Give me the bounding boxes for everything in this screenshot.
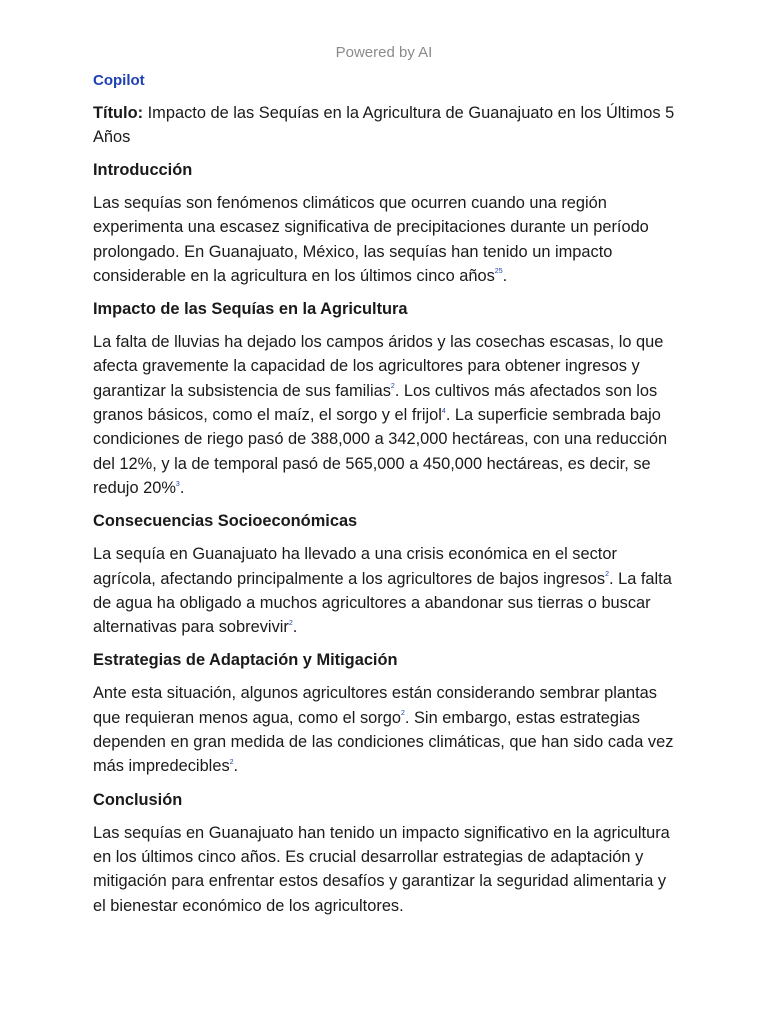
strategies-end: . <box>233 757 239 776</box>
impact-end: . <box>179 478 185 497</box>
heading-consequences: Consecuencias Socioeconómicas <box>93 512 358 531</box>
heading-introduction: Introducción <box>93 161 193 179</box>
strategies-text-2: . Sin embargo, estas estrategias dependen en gran medida de las condiciones climáticas, que han sido cada vez más impredecibles <box>93 708 674 776</box>
document-body <box>93 101 683 927</box>
heading-impact: Impacto de las Sequías en la Agricultura <box>93 300 408 319</box>
intro-text: Las sequías son fenómenos climáticos que ocurren cuando una región experimenta una escasez significativa de precipitaciones durante un período prolongado. En Guanajuato, México, las sequías han tenido un impacto considerable en la agricultura en los últimos cinco años <box>93 194 649 285</box>
impact-text-3: . La superficie sembrada bajo condiciones de riego pasó de 388,000 a 342,000 hectáreas, con una reducción del 12%, y la de temporal pasó de 565,000 a 450,000 hectáreas, es decir, se redujo 20% <box>93 406 668 497</box>
citation-link[interactable]: 2 <box>605 571 609 579</box>
strategies-text-1: Ante esta situación, algunos agricultores están considerando sembrar plantas que requieran menos agua, como el sorgo <box>93 684 657 727</box>
citation-link[interactable]: 2 <box>400 710 405 718</box>
assistant-name: Copilot <box>93 72 145 89</box>
impact-text-1: La falta de lluvias ha dejado los campos áridos y las cosechas escasas, lo que afecta gravemente la capacidad de los agricultores para obtener ingresos y garantizar la subsistencia de sus familias <box>93 333 664 400</box>
consequences-text-2: . La falta de agua ha obligado a muchos agricultores a abandonar sus tierras o buscar alternativas para sobrevivir <box>93 569 672 637</box>
consequences-text-1: La sequía en Guanajuato ha llevado a una crisis económica en el sector agrícola, afectando principalmente a los agricultores de bajos ingresos <box>93 545 617 588</box>
powered-by-label: Powered by AI <box>335 44 433 61</box>
impact-text-2: . Los cultivos más afectados son los granos básicos, como el maíz, el sorgo y el frijol <box>93 381 658 425</box>
citation-link[interactable]: 2 <box>288 619 293 627</box>
citation-link[interactable]: 3 <box>175 480 180 488</box>
paragraph-consequences <box>93 542 683 639</box>
citation-link[interactable]: 2 <box>390 383 395 391</box>
title-text: Impacto de las Sequías en la Agricultura de Guanajuato en los Últimos 5 Años <box>93 104 675 146</box>
heading-strategies: Estrategias de Adaptación y Mitigación <box>93 651 398 670</box>
heading-conclusion: Conclusión <box>93 790 183 809</box>
conclusion-text: Las sequías en Guanajuato han tenido un impacto significativo en la agricultura en los últimos cinco años. Es crucial desarrollar estrategias de adaptación y mitigación para enfrentar estos desafíos y garantizar la seguridad alimentaria y el bienestar económico de los agricultores. <box>93 823 670 915</box>
title-label: Título: <box>93 104 144 122</box>
paragraph-strategies <box>93 681 683 778</box>
citation-link[interactable]: 2 <box>229 758 234 766</box>
citation-link[interactable]: 25 <box>494 268 503 276</box>
citation-link[interactable]: 4 <box>441 407 446 415</box>
intro-end: . <box>502 266 508 285</box>
paragraph-conclusion <box>93 821 683 918</box>
consequences-end: . <box>292 618 298 637</box>
paragraph-introduction <box>93 191 683 288</box>
paragraph-impact <box>93 330 683 500</box>
document-title <box>93 101 683 149</box>
